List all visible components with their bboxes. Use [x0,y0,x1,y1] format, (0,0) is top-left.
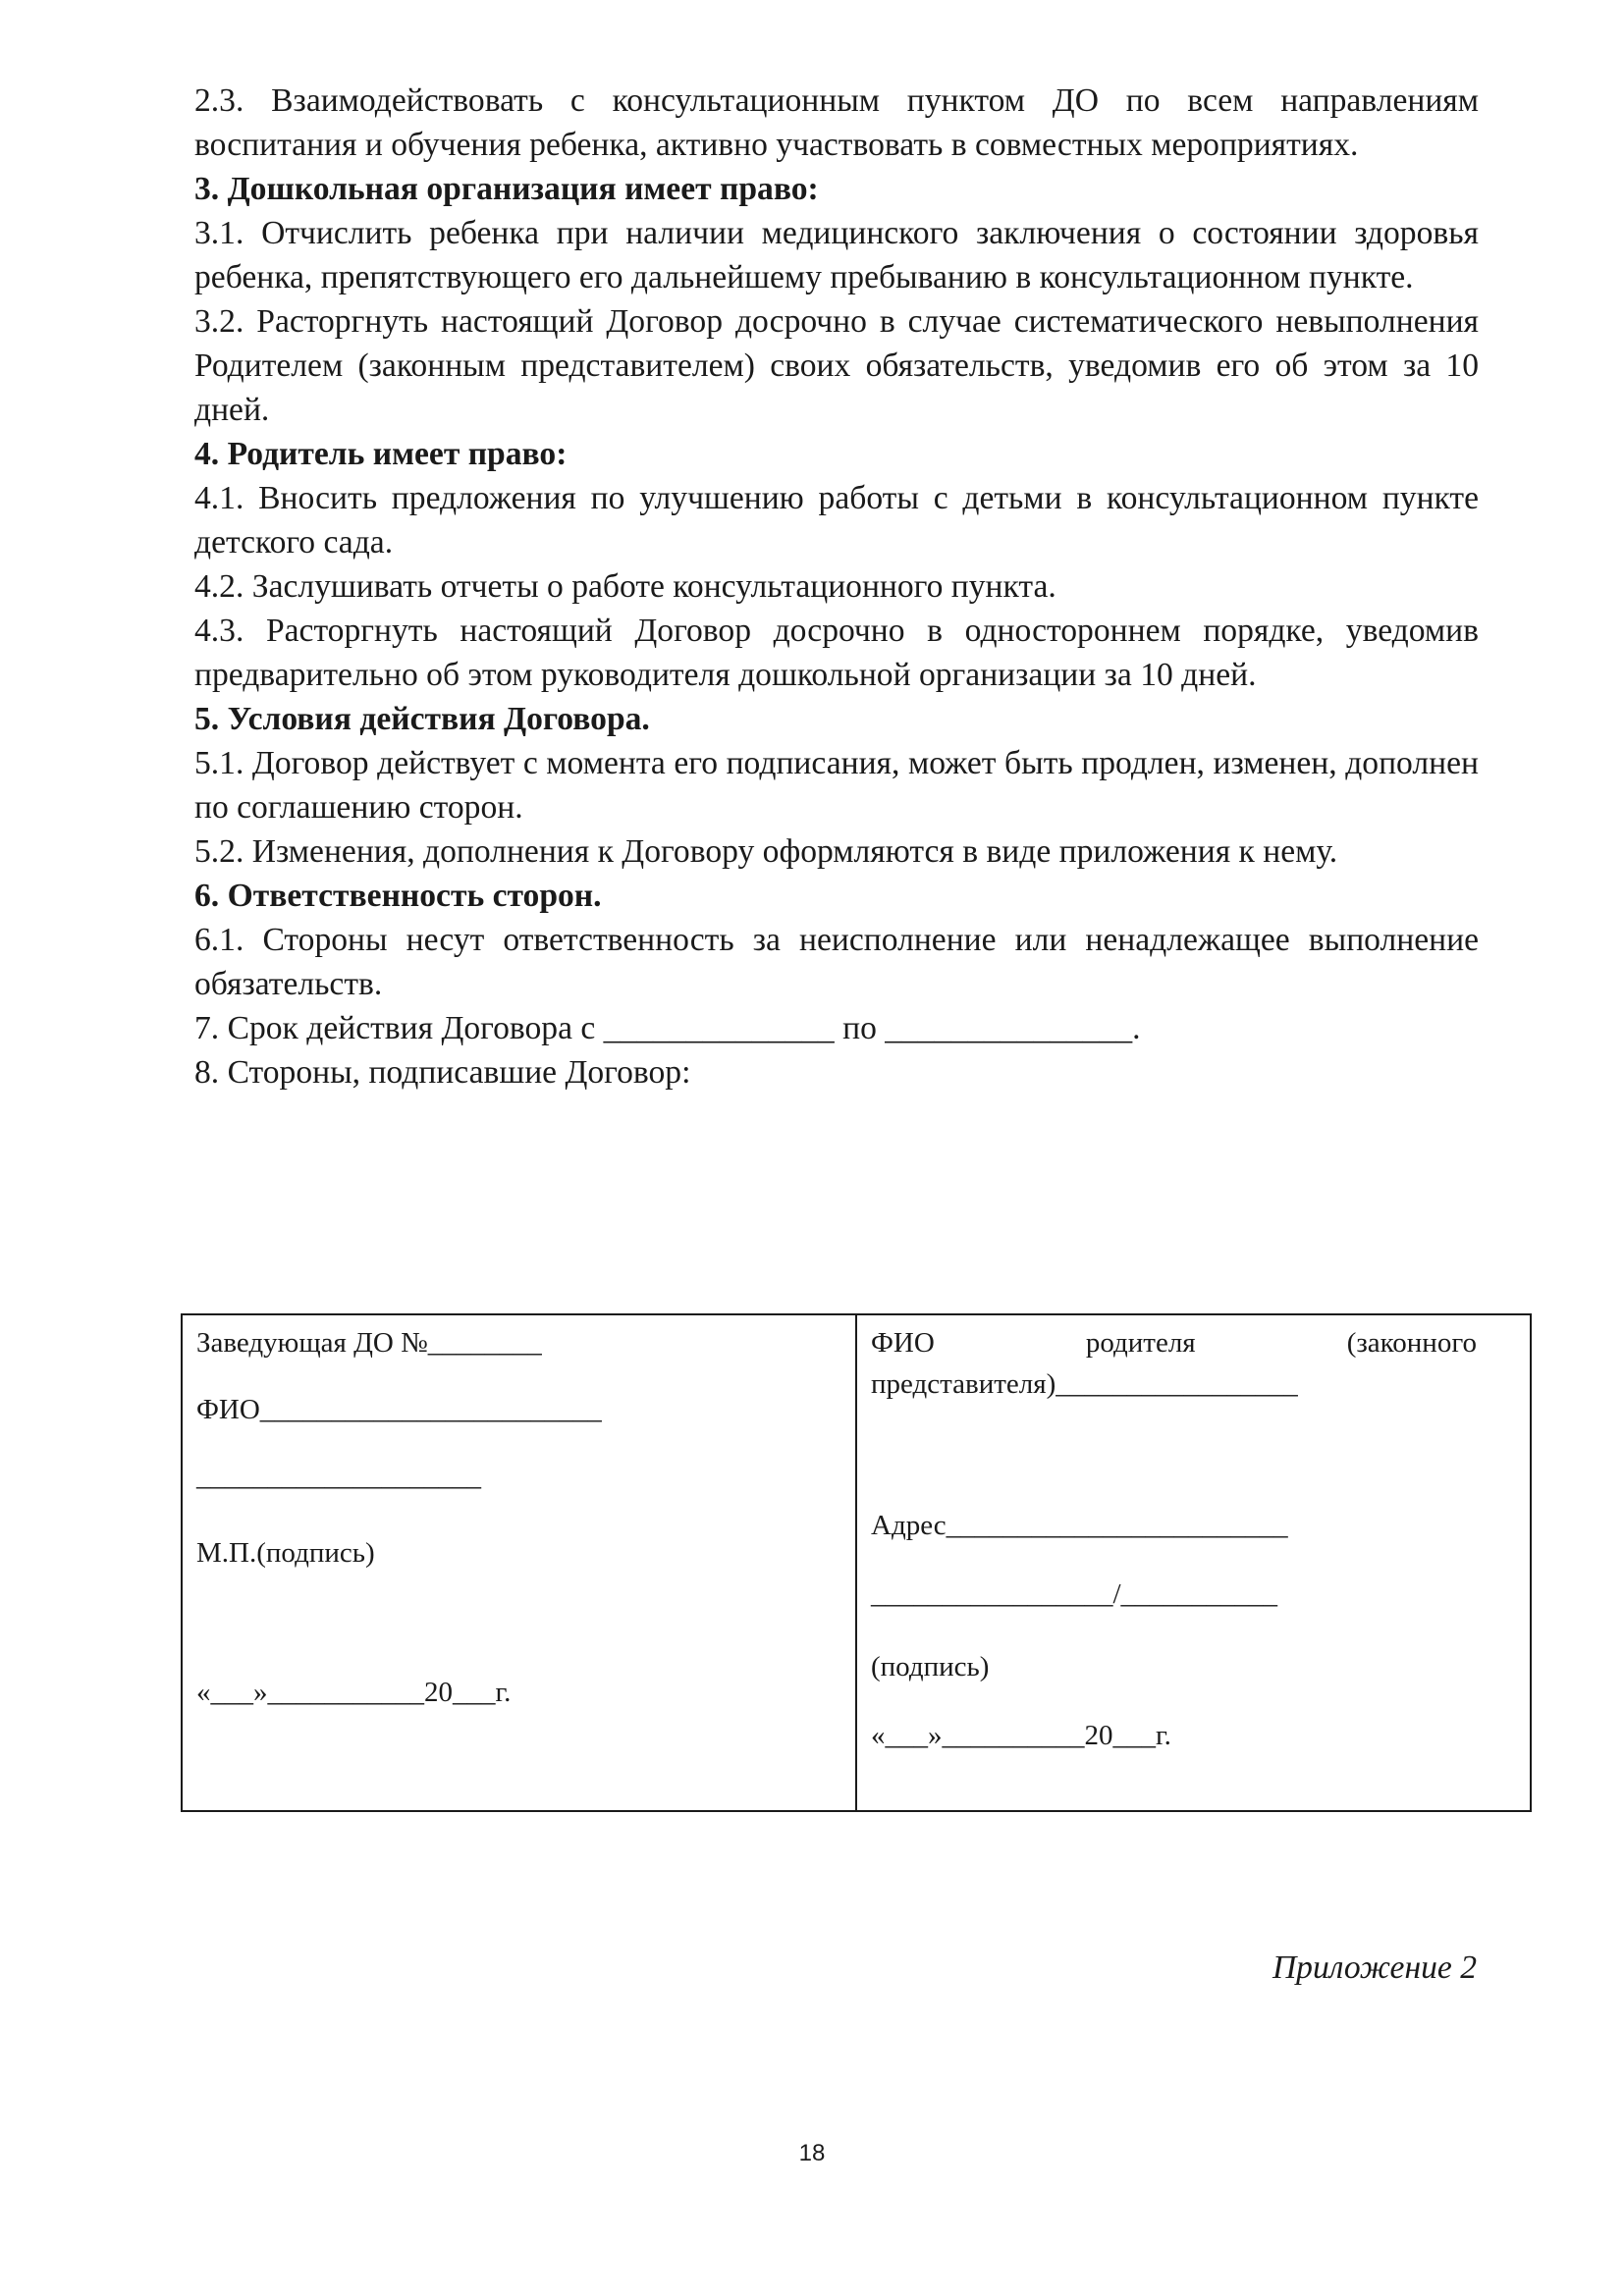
section-6-heading: 6. Ответственность сторон. [194,878,602,914]
parent-title-line [871,1325,1477,1361]
head-title-line: Заведующая ДО №________ [196,1327,542,1359]
paragraph-4-3: 4.3. Расторгнуть настоящий Договор досрочно в одностороннем порядке, уведомив предварительно об этом руководителя дошкольной организации за 10 дней. [194,613,1479,693]
parent-title-word-1: ФИО [871,1327,935,1359]
page-number: 18 [798,2140,826,2166]
section-5-heading: 5. Условия действия Договора. [194,701,650,737]
paragraph-4-2: 4.2. Заслушивать отчеты о работе консультационного пункта. [194,568,1056,605]
signature-table [181,1313,1532,1812]
paragraph-2-3: 2.3. Взаимодействовать с консультационным пунктом ДО по всем направлениям воспитания и обучения ребенка, активно участвовать в совместных мероприятиях. [194,82,1479,163]
paragraph-6-1: 6.1. Стороны несут ответственность за неисполнение или ненадлежащее выполнение обязательств. [194,922,1479,1002]
paragraph-4-1: 4.1. Вносить предложения по улучшению работы с детьми в консультационном пункте детского сада. [194,480,1479,561]
parent-date-line: «___»__________20___г. [871,1720,1171,1751]
paragraph-8-parties: 8. Стороны, подписавшие Договор: [194,1054,691,1091]
parent-sign-line: _________________/___________ [871,1578,1278,1610]
paragraph-3-2: 3.2. Расторгнуть настоящий Договор досрочно в случае систематического невыполнения Родителем (законным представителем) своих обязательств, уведомив его об этом за 10 дней. [194,303,1479,428]
parent-address-line: Адрес________________________ [871,1510,1288,1541]
parent-title-word-3: (законного [1346,1327,1477,1359]
paragraph-5-1: 5.1. Договор действует с момента его подписания, может быть продлен, изменен, дополнен по соглашению сторон. [194,745,1479,826]
section-4-heading: 4. Родитель имеет право: [194,436,568,472]
paragraph-5-2: 5.2. Изменения, дополнения к Договору оформляются в виде приложения к нему. [194,833,1338,870]
contract-text [194,79,1479,1095]
section-3-heading: 3. Дошкольная организация имеет право: [194,171,819,207]
head-blank-line: ____________________ [196,1461,481,1492]
parent-sign-label: (подпись) [871,1651,990,1682]
head-date-line: «___»___________20___г. [196,1677,512,1708]
signature-cell-head [183,1315,857,1810]
paragraph-3-1: 3.1. Отчислить ребенка при наличии медицинского заключения о состоянии здоровья ребенка, препятствующего его дальнейшему пребыванию в консультационном пункте. [194,215,1479,295]
head-stamp-label: М.П.(подпись) [196,1537,375,1569]
paragraph-7-term: 7. Срок действия Договора с ______________ по _______________. [194,1010,1141,1046]
head-fio-line: ФИО________________________ [196,1394,602,1425]
signature-cell-parent [857,1315,1530,1810]
parent-title-word-2: родителя [1085,1327,1196,1359]
appendix-label: Приложение 2 [1272,1949,1477,1986]
parent-title-line-2: представителя)_________________ [871,1368,1298,1400]
